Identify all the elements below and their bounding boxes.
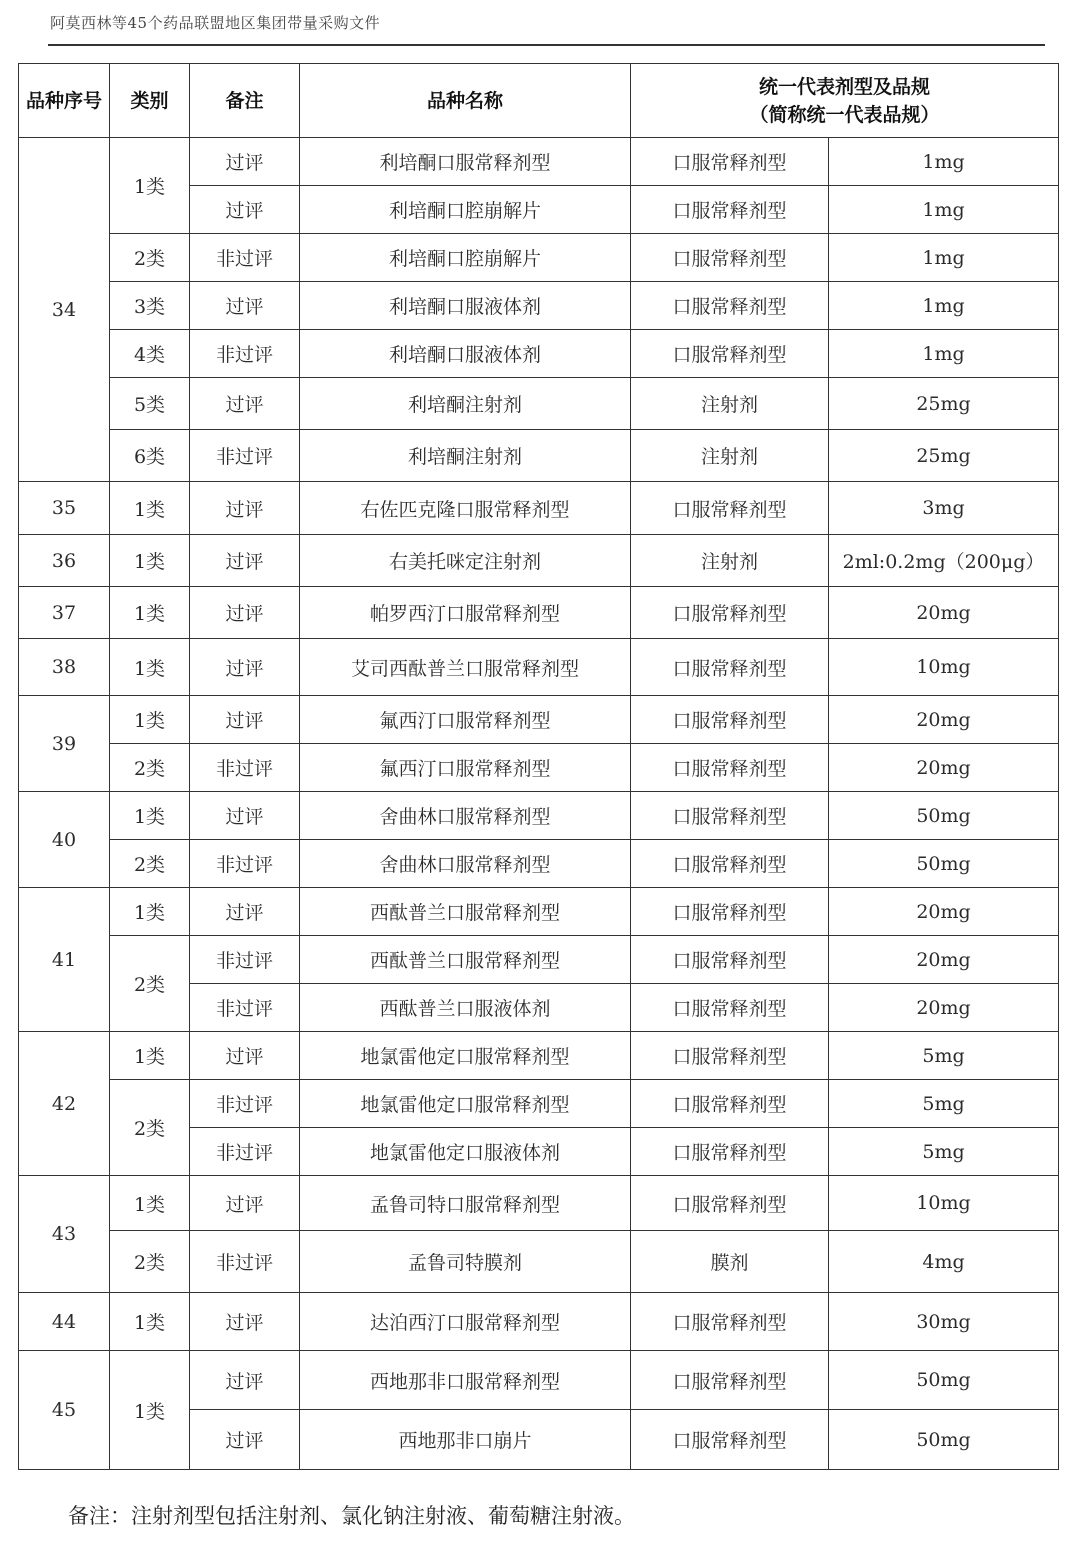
cell-name: 舍曲林口服常释剂型 — [300, 840, 631, 888]
cell-remark: 过评 — [190, 696, 300, 744]
table-row — [19, 1293, 1059, 1351]
cell-name: 氟西汀口服常释剂型 — [300, 744, 631, 792]
cell-form: 口服常释剂型 — [631, 1032, 829, 1080]
cell-form: 口服常释剂型 — [631, 696, 829, 744]
cell-category: 1类 — [110, 792, 190, 840]
cell-category: 1类 — [110, 138, 190, 234]
cell-remark: 过评 — [190, 378, 300, 430]
cell-spec: 20mg — [829, 984, 1059, 1032]
cell-category: 3类 — [110, 282, 190, 330]
header-spec-line1: 统一代表剂型及品规 — [759, 75, 931, 98]
cell-name: 地氯雷他定口服常释剂型 — [300, 1080, 631, 1128]
cell-spec: 1mg — [829, 138, 1059, 186]
table-row — [19, 744, 1059, 792]
cell-spec: 50mg — [829, 792, 1059, 840]
cell-form: 注射剂 — [631, 430, 829, 482]
cell-spec: 2ml:0.2mg（200μg） — [829, 535, 1059, 587]
table-row — [19, 1176, 1059, 1231]
cell-category: 2类 — [110, 936, 190, 1032]
cell-category: 1类 — [110, 1032, 190, 1080]
cell-remark: 非过评 — [190, 234, 300, 282]
table-row — [19, 888, 1059, 936]
header-spec-line2: （简称统一代表品规） — [749, 103, 940, 126]
table-row — [19, 936, 1059, 984]
cell-no: 37 — [19, 587, 110, 639]
cell-form: 口服常释剂型 — [631, 840, 829, 888]
cell-no: 36 — [19, 535, 110, 587]
cell-no: 38 — [19, 639, 110, 696]
cell-no: 35 — [19, 482, 110, 535]
cell-form: 口服常释剂型 — [631, 282, 829, 330]
cell-spec: 3mg — [829, 482, 1059, 535]
cell-name: 帕罗西汀口服常释剂型 — [300, 587, 631, 639]
cell-name: 艾司西酞普兰口服常释剂型 — [300, 639, 631, 696]
cell-remark: 非过评 — [190, 744, 300, 792]
cell-no: 40 — [19, 792, 110, 888]
cell-form: 注射剂 — [631, 535, 829, 587]
table-row — [19, 840, 1059, 888]
cell-category: 1类 — [110, 482, 190, 535]
cell-form: 口服常释剂型 — [631, 138, 829, 186]
cell-remark: 非过评 — [190, 984, 300, 1032]
cell-spec: 25mg — [829, 430, 1059, 482]
procurement-table — [18, 63, 1059, 1470]
table-row — [19, 482, 1059, 535]
cell-spec: 20mg — [829, 888, 1059, 936]
cell-spec: 5mg — [829, 1128, 1059, 1176]
cell-spec: 10mg — [829, 639, 1059, 696]
cell-remark: 过评 — [190, 482, 300, 535]
cell-category: 2类 — [110, 744, 190, 792]
cell-spec: 1mg — [829, 282, 1059, 330]
cell-name: 利培酮口服液体剂 — [300, 282, 631, 330]
cell-no: 45 — [19, 1351, 110, 1470]
table-row — [19, 282, 1059, 330]
header-no: 品种序号 — [19, 64, 110, 138]
header-name: 品种名称 — [300, 64, 631, 138]
cell-name: 地氯雷他定口服液体剂 — [300, 1128, 631, 1176]
cell-remark: 非过评 — [190, 1080, 300, 1128]
cell-form: 口服常释剂型 — [631, 984, 829, 1032]
table-row — [19, 535, 1059, 587]
cell-spec: 30mg — [829, 1293, 1059, 1351]
cell-spec: 20mg — [829, 936, 1059, 984]
cell-remark: 过评 — [190, 1032, 300, 1080]
cell-name: 舍曲林口服常释剂型 — [300, 792, 631, 840]
cell-form: 口服常释剂型 — [631, 1351, 829, 1410]
cell-no: 43 — [19, 1176, 110, 1293]
table-row — [19, 430, 1059, 482]
cell-remark: 非过评 — [190, 1231, 300, 1293]
cell-remark: 非过评 — [190, 1128, 300, 1176]
cell-spec: 5mg — [829, 1080, 1059, 1128]
table-row — [19, 587, 1059, 639]
cell-category: 5类 — [110, 378, 190, 430]
cell-form: 口服常释剂型 — [631, 1293, 829, 1351]
document-header: 阿莫西林等45个药品联盟地区集团带量采购文件 — [50, 14, 381, 32]
cell-category: 1类 — [110, 535, 190, 587]
cell-category: 2类 — [110, 840, 190, 888]
cell-remark: 过评 — [190, 1351, 300, 1410]
cell-spec: 4mg — [829, 1231, 1059, 1293]
cell-remark: 过评 — [190, 587, 300, 639]
cell-spec: 20mg — [829, 744, 1059, 792]
cell-spec: 50mg — [829, 1351, 1059, 1410]
cell-form: 口服常释剂型 — [631, 1128, 829, 1176]
cell-remark: 过评 — [190, 1176, 300, 1231]
table-row — [19, 1351, 1059, 1410]
table-row — [19, 1080, 1059, 1128]
table-row — [19, 1231, 1059, 1293]
cell-form: 口服常释剂型 — [631, 330, 829, 378]
cell-name: 西酞普兰口服常释剂型 — [300, 936, 631, 984]
cell-no: 41 — [19, 888, 110, 1032]
cell-form: 口服常释剂型 — [631, 587, 829, 639]
cell-spec: 5mg — [829, 1032, 1059, 1080]
cell-name: 利培酮口服液体剂 — [300, 330, 631, 378]
cell-name: 右佐匹克隆口服常释剂型 — [300, 482, 631, 535]
cell-remark: 过评 — [190, 535, 300, 587]
cell-remark: 过评 — [190, 792, 300, 840]
cell-category: 1类 — [110, 1293, 190, 1351]
cell-category: 4类 — [110, 330, 190, 378]
cell-category: 1类 — [110, 696, 190, 744]
table-row — [19, 792, 1059, 840]
cell-remark: 非过评 — [190, 330, 300, 378]
cell-spec: 1mg — [829, 330, 1059, 378]
cell-remark: 非过评 — [190, 430, 300, 482]
cell-category: 2类 — [110, 1231, 190, 1293]
cell-remark: 过评 — [190, 138, 300, 186]
cell-no: 39 — [19, 696, 110, 792]
cell-name: 利培酮注射剂 — [300, 378, 631, 430]
table-row — [19, 234, 1059, 282]
header-rule — [48, 44, 1045, 46]
cell-category: 1类 — [110, 639, 190, 696]
table-row — [19, 138, 1059, 186]
cell-no: 42 — [19, 1032, 110, 1176]
cell-category: 2类 — [110, 1080, 190, 1176]
cell-name: 西酞普兰口服常释剂型 — [300, 888, 631, 936]
cell-name: 利培酮口腔崩解片 — [300, 234, 631, 282]
cell-spec: 1mg — [829, 186, 1059, 234]
cell-form: 口服常释剂型 — [631, 482, 829, 535]
table-row — [19, 1032, 1059, 1080]
cell-no: 34 — [19, 138, 110, 482]
cell-spec: 20mg — [829, 696, 1059, 744]
cell-name: 利培酮口腔崩解片 — [300, 186, 631, 234]
header-spec — [631, 64, 1059, 138]
cell-category: 1类 — [110, 888, 190, 936]
cell-spec: 50mg — [829, 1410, 1059, 1470]
cell-spec: 20mg — [829, 587, 1059, 639]
cell-spec: 25mg — [829, 378, 1059, 430]
cell-form: 口服常释剂型 — [631, 1080, 829, 1128]
cell-name: 地氯雷他定口服常释剂型 — [300, 1032, 631, 1080]
cell-name: 右美托咪定注射剂 — [300, 535, 631, 587]
cell-remark: 过评 — [190, 639, 300, 696]
cell-category: 1类 — [110, 587, 190, 639]
cell-remark: 过评 — [190, 888, 300, 936]
cell-category: 1类 — [110, 1351, 190, 1470]
cell-remark: 非过评 — [190, 840, 300, 888]
cell-remark: 非过评 — [190, 936, 300, 984]
cell-form: 膜剂 — [631, 1231, 829, 1293]
cell-name: 达泊西汀口服常释剂型 — [300, 1293, 631, 1351]
cell-spec: 1mg — [829, 234, 1059, 282]
table-row — [19, 696, 1059, 744]
cell-category: 1类 — [110, 1176, 190, 1231]
cell-remark: 过评 — [190, 1293, 300, 1351]
table-header-row — [19, 64, 1059, 138]
footnote: 备注：注射剂型包括注射剂、氯化钠注射液、葡萄糖注射液。 — [68, 1504, 635, 1528]
cell-form: 口服常释剂型 — [631, 744, 829, 792]
cell-name: 西酞普兰口服液体剂 — [300, 984, 631, 1032]
cell-remark: 过评 — [190, 282, 300, 330]
cell-name: 西地那非口服常释剂型 — [300, 1351, 631, 1410]
cell-form: 口服常释剂型 — [631, 792, 829, 840]
cell-form: 口服常释剂型 — [631, 888, 829, 936]
cell-name: 西地那非口崩片 — [300, 1410, 631, 1470]
cell-category: 6类 — [110, 430, 190, 482]
header-category: 类别 — [110, 64, 190, 138]
cell-name: 利培酮注射剂 — [300, 430, 631, 482]
table-row — [19, 378, 1059, 430]
cell-name: 氟西汀口服常释剂型 — [300, 696, 631, 744]
cell-form: 口服常释剂型 — [631, 186, 829, 234]
cell-form: 口服常释剂型 — [631, 234, 829, 282]
cell-spec: 50mg — [829, 840, 1059, 888]
cell-category: 2类 — [110, 234, 190, 282]
table-row — [19, 639, 1059, 696]
cell-name: 孟鲁司特膜剂 — [300, 1231, 631, 1293]
cell-remark: 过评 — [190, 1410, 300, 1470]
cell-remark: 过评 — [190, 186, 300, 234]
table-row — [19, 330, 1059, 378]
cell-spec: 10mg — [829, 1176, 1059, 1231]
cell-form: 口服常释剂型 — [631, 1176, 829, 1231]
cell-form: 口服常释剂型 — [631, 639, 829, 696]
cell-form: 口服常释剂型 — [631, 1410, 829, 1470]
cell-form: 口服常释剂型 — [631, 936, 829, 984]
cell-name: 孟鲁司特口服常释剂型 — [300, 1176, 631, 1231]
header-remark: 备注 — [190, 64, 300, 138]
cell-form: 注射剂 — [631, 378, 829, 430]
cell-no: 44 — [19, 1293, 110, 1351]
cell-name: 利培酮口服常释剂型 — [300, 138, 631, 186]
